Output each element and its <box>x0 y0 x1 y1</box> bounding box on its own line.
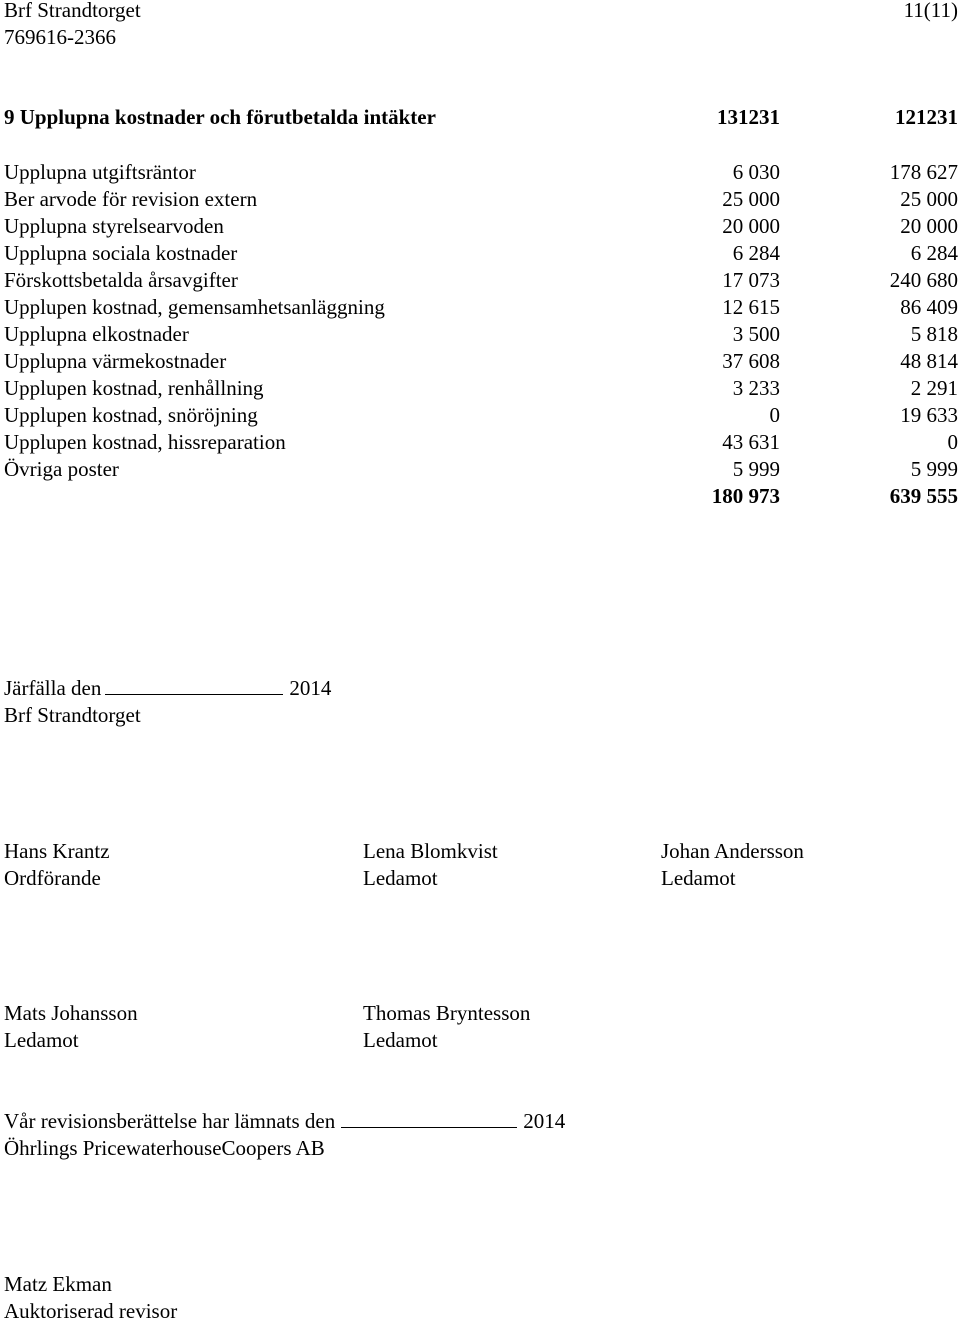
row-value-previous: 6 284 <box>910 241 958 265</box>
audit-date-blank <box>341 1111 517 1128</box>
row-value-previous: 2 291 <box>910 376 958 400</box>
row-label: Upplupen kostnad, renhållning <box>4 376 264 400</box>
row-value-current: 3 233 <box>732 376 780 400</box>
total-row <box>0 483 960 510</box>
org-number: 769616-2366 <box>4 25 116 49</box>
place-prefix: Järfälla den <box>4 676 102 700</box>
company-name: Brf Strandtorget <box>4 0 141 22</box>
signatory-role: Ledamot <box>4 1028 79 1052</box>
signatory-name: Mats Johansson <box>4 1001 138 1025</box>
spacer <box>0 131 960 159</box>
signatory-name: Thomas Bryntesson <box>363 1001 531 1025</box>
audit-year: 2014 <box>523 1109 566 1133</box>
col2-header: 121231 <box>895 105 958 129</box>
row-label: Upplupna sociala kostnader <box>4 241 238 265</box>
audit-statement-line <box>4 1108 565 1135</box>
page-number: 11(11) <box>903 0 958 22</box>
table-row <box>0 186 960 213</box>
row-value-previous: 5 999 <box>910 457 958 481</box>
table-row <box>0 267 960 294</box>
row-label: Upplupen kostnad, snöröjning <box>4 403 258 427</box>
row-value-current: 37 608 <box>722 349 780 373</box>
row-value-previous: 0 <box>947 430 958 454</box>
table-row <box>0 213 960 240</box>
row-value-previous: 86 409 <box>900 295 958 319</box>
auditor-firm: Öhrlings PricewaterhouseCoopers AB <box>4 1136 325 1160</box>
row-label: Upplupen kostnad, hissreparation <box>4 430 286 454</box>
row-label: Ber arvode för revision extern <box>4 187 258 211</box>
row-label: Upplupna utgiftsräntor <box>4 160 196 184</box>
row-label: Upplupna styrelsearvoden <box>4 214 224 238</box>
signatory-role: Ledamot <box>363 866 438 890</box>
table-row <box>0 240 960 267</box>
row-label: Upplupna elkostnader <box>4 322 189 346</box>
entity-name: Brf Strandtorget <box>4 703 141 727</box>
auditor-role: Auktoriserad revisor <box>4 1299 178 1323</box>
date-blank <box>105 678 283 695</box>
row-value-previous: 19 633 <box>900 403 958 427</box>
total-previous: 639 555 <box>889 484 958 508</box>
table-row <box>0 456 960 483</box>
total-current: 180 973 <box>711 484 780 508</box>
table-row <box>0 321 960 348</box>
row-value-current: 0 <box>769 403 780 427</box>
audit-prefix: Vår revisionsberättelse har lämnats den <box>4 1109 336 1133</box>
row-value-previous: 48 814 <box>900 349 958 373</box>
row-value-current: 3 500 <box>732 322 780 346</box>
col1-header: 131231 <box>717 105 780 129</box>
row-value-previous: 178 627 <box>889 160 958 184</box>
row-value-current: 12 615 <box>722 295 780 319</box>
row-label: Övriga poster <box>4 457 119 481</box>
table-row <box>0 294 960 321</box>
place-year: 2014 <box>289 676 332 700</box>
table-row <box>0 159 960 186</box>
signatory-role: Ledamot <box>363 1028 438 1052</box>
signatory-role: Ordförande <box>4 866 101 890</box>
row-label: Förskottsbetalda årsavgifter <box>4 268 238 292</box>
signatory-name: Hans Krantz <box>4 839 110 863</box>
signatory-name: Lena Blomkvist <box>363 839 498 863</box>
row-value-previous: 20 000 <box>900 214 958 238</box>
row-value-current: 5 999 <box>732 457 780 481</box>
row-value-current: 43 631 <box>722 430 780 454</box>
note-title: 9 Upplupna kostnader och förutbetalda intäkter <box>4 105 436 129</box>
row-label: Upplupen kostnad, gemensamhetsanläggning <box>4 295 385 319</box>
signatory-role: Ledamot <box>661 866 736 890</box>
note-header-row <box>0 104 960 131</box>
table-row <box>0 402 960 429</box>
row-value-previous: 25 000 <box>900 187 958 211</box>
row-label: Upplupna värmekostnader <box>4 349 227 373</box>
row-value-current: 6 030 <box>732 160 780 184</box>
row-value-current: 25 000 <box>722 187 780 211</box>
table-row <box>0 375 960 402</box>
row-value-current: 20 000 <box>722 214 780 238</box>
signatory-name: Johan Andersson <box>661 839 804 863</box>
auditor-name: Matz Ekman <box>4 1272 112 1296</box>
row-value-previous: 240 680 <box>889 268 958 292</box>
table-row <box>0 348 960 375</box>
row-value-current: 6 284 <box>732 241 780 265</box>
row-value-previous: 5 818 <box>910 322 958 346</box>
place-date-line <box>4 675 331 702</box>
row-value-current: 17 073 <box>722 268 780 292</box>
note-table <box>0 104 960 510</box>
table-row <box>0 429 960 456</box>
